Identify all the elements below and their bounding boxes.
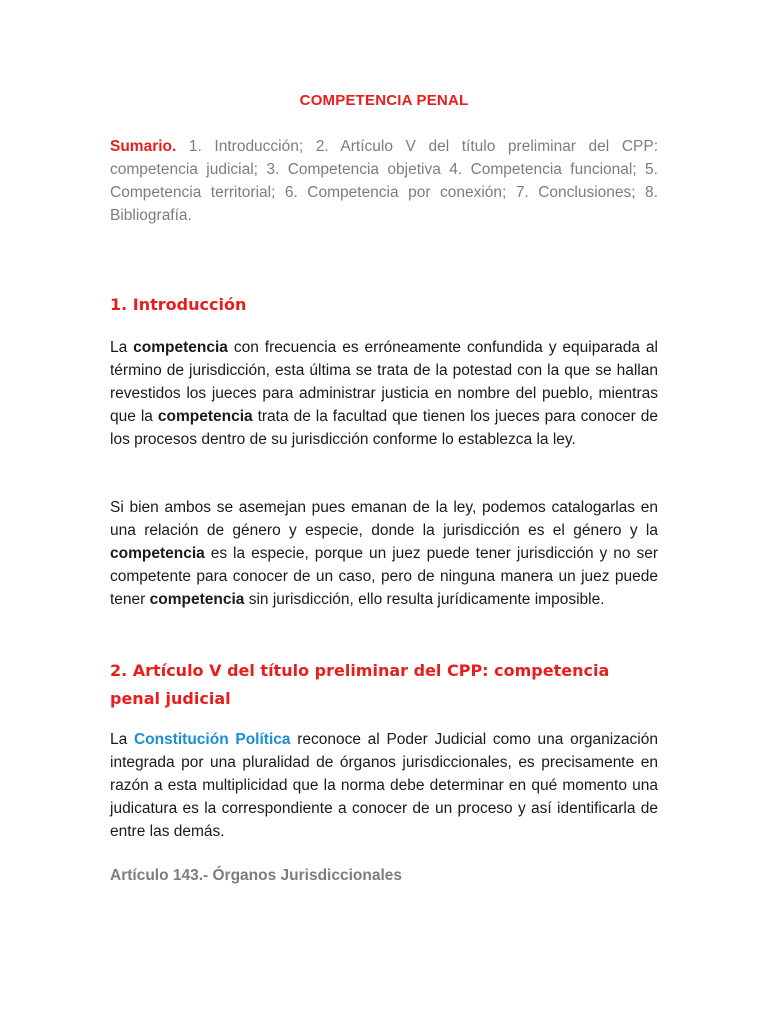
bold-term: competencia <box>157 408 253 425</box>
text-run: La <box>110 731 134 748</box>
summary-block <box>110 135 658 227</box>
paragraph-articulo-v <box>110 728 658 843</box>
bold-term: competencia <box>149 591 245 608</box>
article-143-heading: Artículo 143.- Órganos Jurisdiccionales <box>110 867 403 884</box>
paragraph-intro-1 <box>110 336 658 451</box>
text-run: La <box>110 339 134 356</box>
text-run: Si bien ambos se asemejan pues emanan de la ley, podemos catalogarlas en una relación de género y especie, donde la jurisdicción es el género y la <box>110 499 658 539</box>
section-heading-articulo-v: 2. Artículo V del título preliminar del CPP: competencia penal judicial <box>110 661 610 708</box>
document-title: COMPETENCIA PENAL <box>299 92 469 109</box>
bold-term: competencia <box>110 545 205 562</box>
text-run: con frecuencia es erróneamente confundida y equiparada al término de jurisdicción, esta última se trata de la potestad con la que se hallan revestidos los jueces para administrar justicia en nombre del pueblo, mientras que la <box>110 339 658 425</box>
text-run: trata de la facultad que tienen los jueces para conocer de los procesos dentro de su jurisdicción conforme lo establezca la ley. <box>110 408 658 448</box>
text-run: reconoce al Poder Judicial como una organización integrada por una pluralidad de órganos jurisdiccionales, es precisamente en razón a esta multiplicidad que la norma debe determinar en qué momento una judicatura es la correspondiente a conocer de un proceso y así identificarla de entre las demás. <box>110 731 658 840</box>
section-heading-introduccion: 1. Introducción <box>110 295 247 314</box>
bold-term: competencia <box>133 339 228 356</box>
text-run: sin jurisdicción, ello resulta jurídicamente imposible. <box>244 591 605 608</box>
paragraph-intro-2 <box>110 496 658 611</box>
summary-label: Sumario. <box>110 138 177 155</box>
constitucion-politica-link[interactable]: Constitución Política <box>133 731 291 748</box>
summary-text: 1. Introducción; 2. Artículo V del título preliminar del CPP: competencia judicial; 3. Competencia objetiva 4. Competencia funcional; 5. Competencia territorial; 6. Competencia por conexión; 7. Conclusiones; 8. Bibliografía. <box>110 138 658 224</box>
text-run: es la especie, porque un juez puede tener jurisdicción y no ser competente para conocer de un caso, pero de ninguna manera un juez puede tener <box>110 545 658 608</box>
